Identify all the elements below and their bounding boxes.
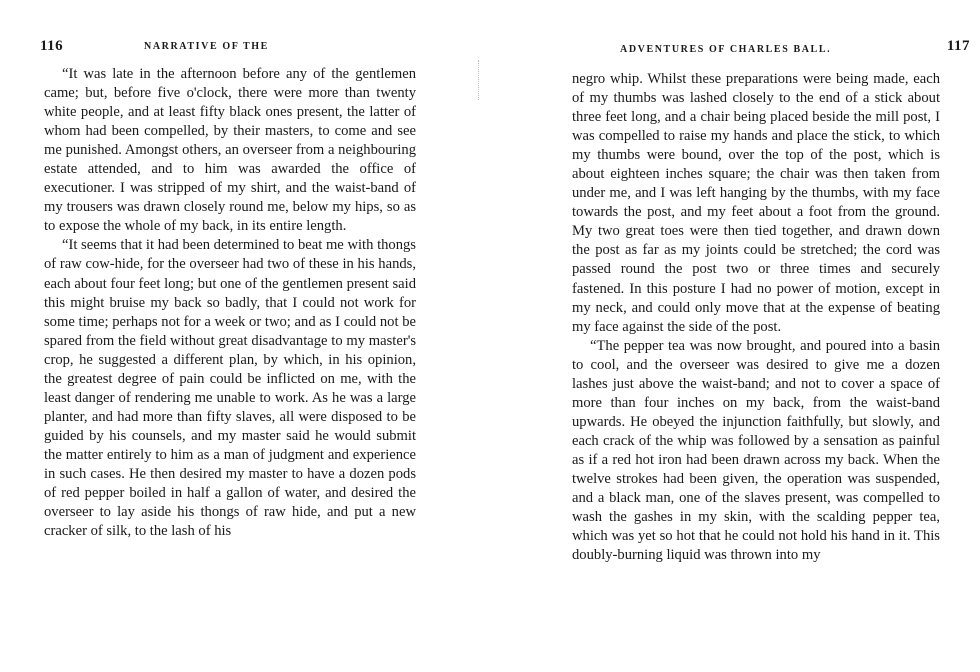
- left-page-number: 116: [40, 38, 64, 54]
- left-page-body: [44, 65, 416, 541]
- right-page-header: [620, 38, 970, 58]
- right-page: [490, 0, 980, 672]
- right-page-number: 117: [946, 38, 970, 54]
- gutter-mark: [478, 60, 482, 100]
- right-running-head: ADVENTURES OF CHARLES BALL.: [620, 44, 832, 55]
- left-paragraph-2: “It seems that it had been determined to beat me with thongs of raw cow-hide, for the overseer had two of these in his hands, each about four feet long; but one of the gentlemen present said this might bruise my back so badly, that I could not work for some time; perhaps not for a week or two; and as I could not be spared from the field without great disadvantage to my master's crop, he suggested a different plan, by which, in his opinion, the greatest degree of pain could be inflicted on me, with the least danger of rendering me unable to work. As he was a large planter, and had more than fifty slaves, all were disposed to be guided by his counsels, and my master said he would submit the matter entirely to him as a man of judgment and experience in such cases. He then desired my master to have a dozen pods of red pepper boiled in half a gallon of water, and desired the overseer to lay aside his thongs of raw hide, and put a new cracker of silk, to the lash of his: [44, 237, 416, 540]
- left-page-header: [40, 38, 440, 58]
- left-paragraph-1: “It was late in the afternoon before any of the gentlemen came; but, before five o'clock, there were more than twenty white people, and at least fifty black ones present, the latter of whom had been compelled, by their masters, to come and see me punished. Amongst others, an overseer from a neighbouring estate attended, and to him was awarded the office of executioner. I was stripped of my shirt, and the waist-band of my trousers was drawn closely round me, below my hips, so as to expose the whole of my back, in its entire length.: [44, 66, 416, 235]
- right-paragraph-1: negro whip. Whilst these preparations were being made, each of my thumbs was lashed closely to the end of a stick about three feet long, and a chair being placed beside the mill post, I was compelled to raise my hands and place the stick, to which my thumbs were bound, over the top of the post, which is about eighteen inches square; the chair was then taken from under me, and I was left hanging by the thumbs, with my face towards the post, and my feet about a foot from the ground. My two great toes were then tied together, and drawn down the post as far as my joints could be stretched; the cord was passed round the post two or three times and securely fastened. In this posture I had no power of motion, except in my neck, and could only move that at the expense of beating my face against the side of the post.: [572, 71, 940, 335]
- right-page-body: [572, 70, 940, 565]
- left-running-head: NARRATIVE OF THE: [144, 41, 269, 52]
- right-paragraph-2: “The pepper tea was now brought, and poured into a basin to cool, and the overseer was desired to give me a dozen lashes just above the waist-band; and not to cover a space of more than four inches on my back, from the waist-band upwards. He obeyed the injunction faithfully, but slowly, and each crack of the whip was followed by a sensation as painful as if a red hot iron had been drawn across my back. When the twelve strokes had been given, the operation was suspended, and a black man, one of the slaves present, was compelled to wash the gashes in my skin, with the scalding pepper tea, which was yet so hot that he could not hold his hand in it. This doubly-burning liquid was thrown into my: [572, 337, 940, 564]
